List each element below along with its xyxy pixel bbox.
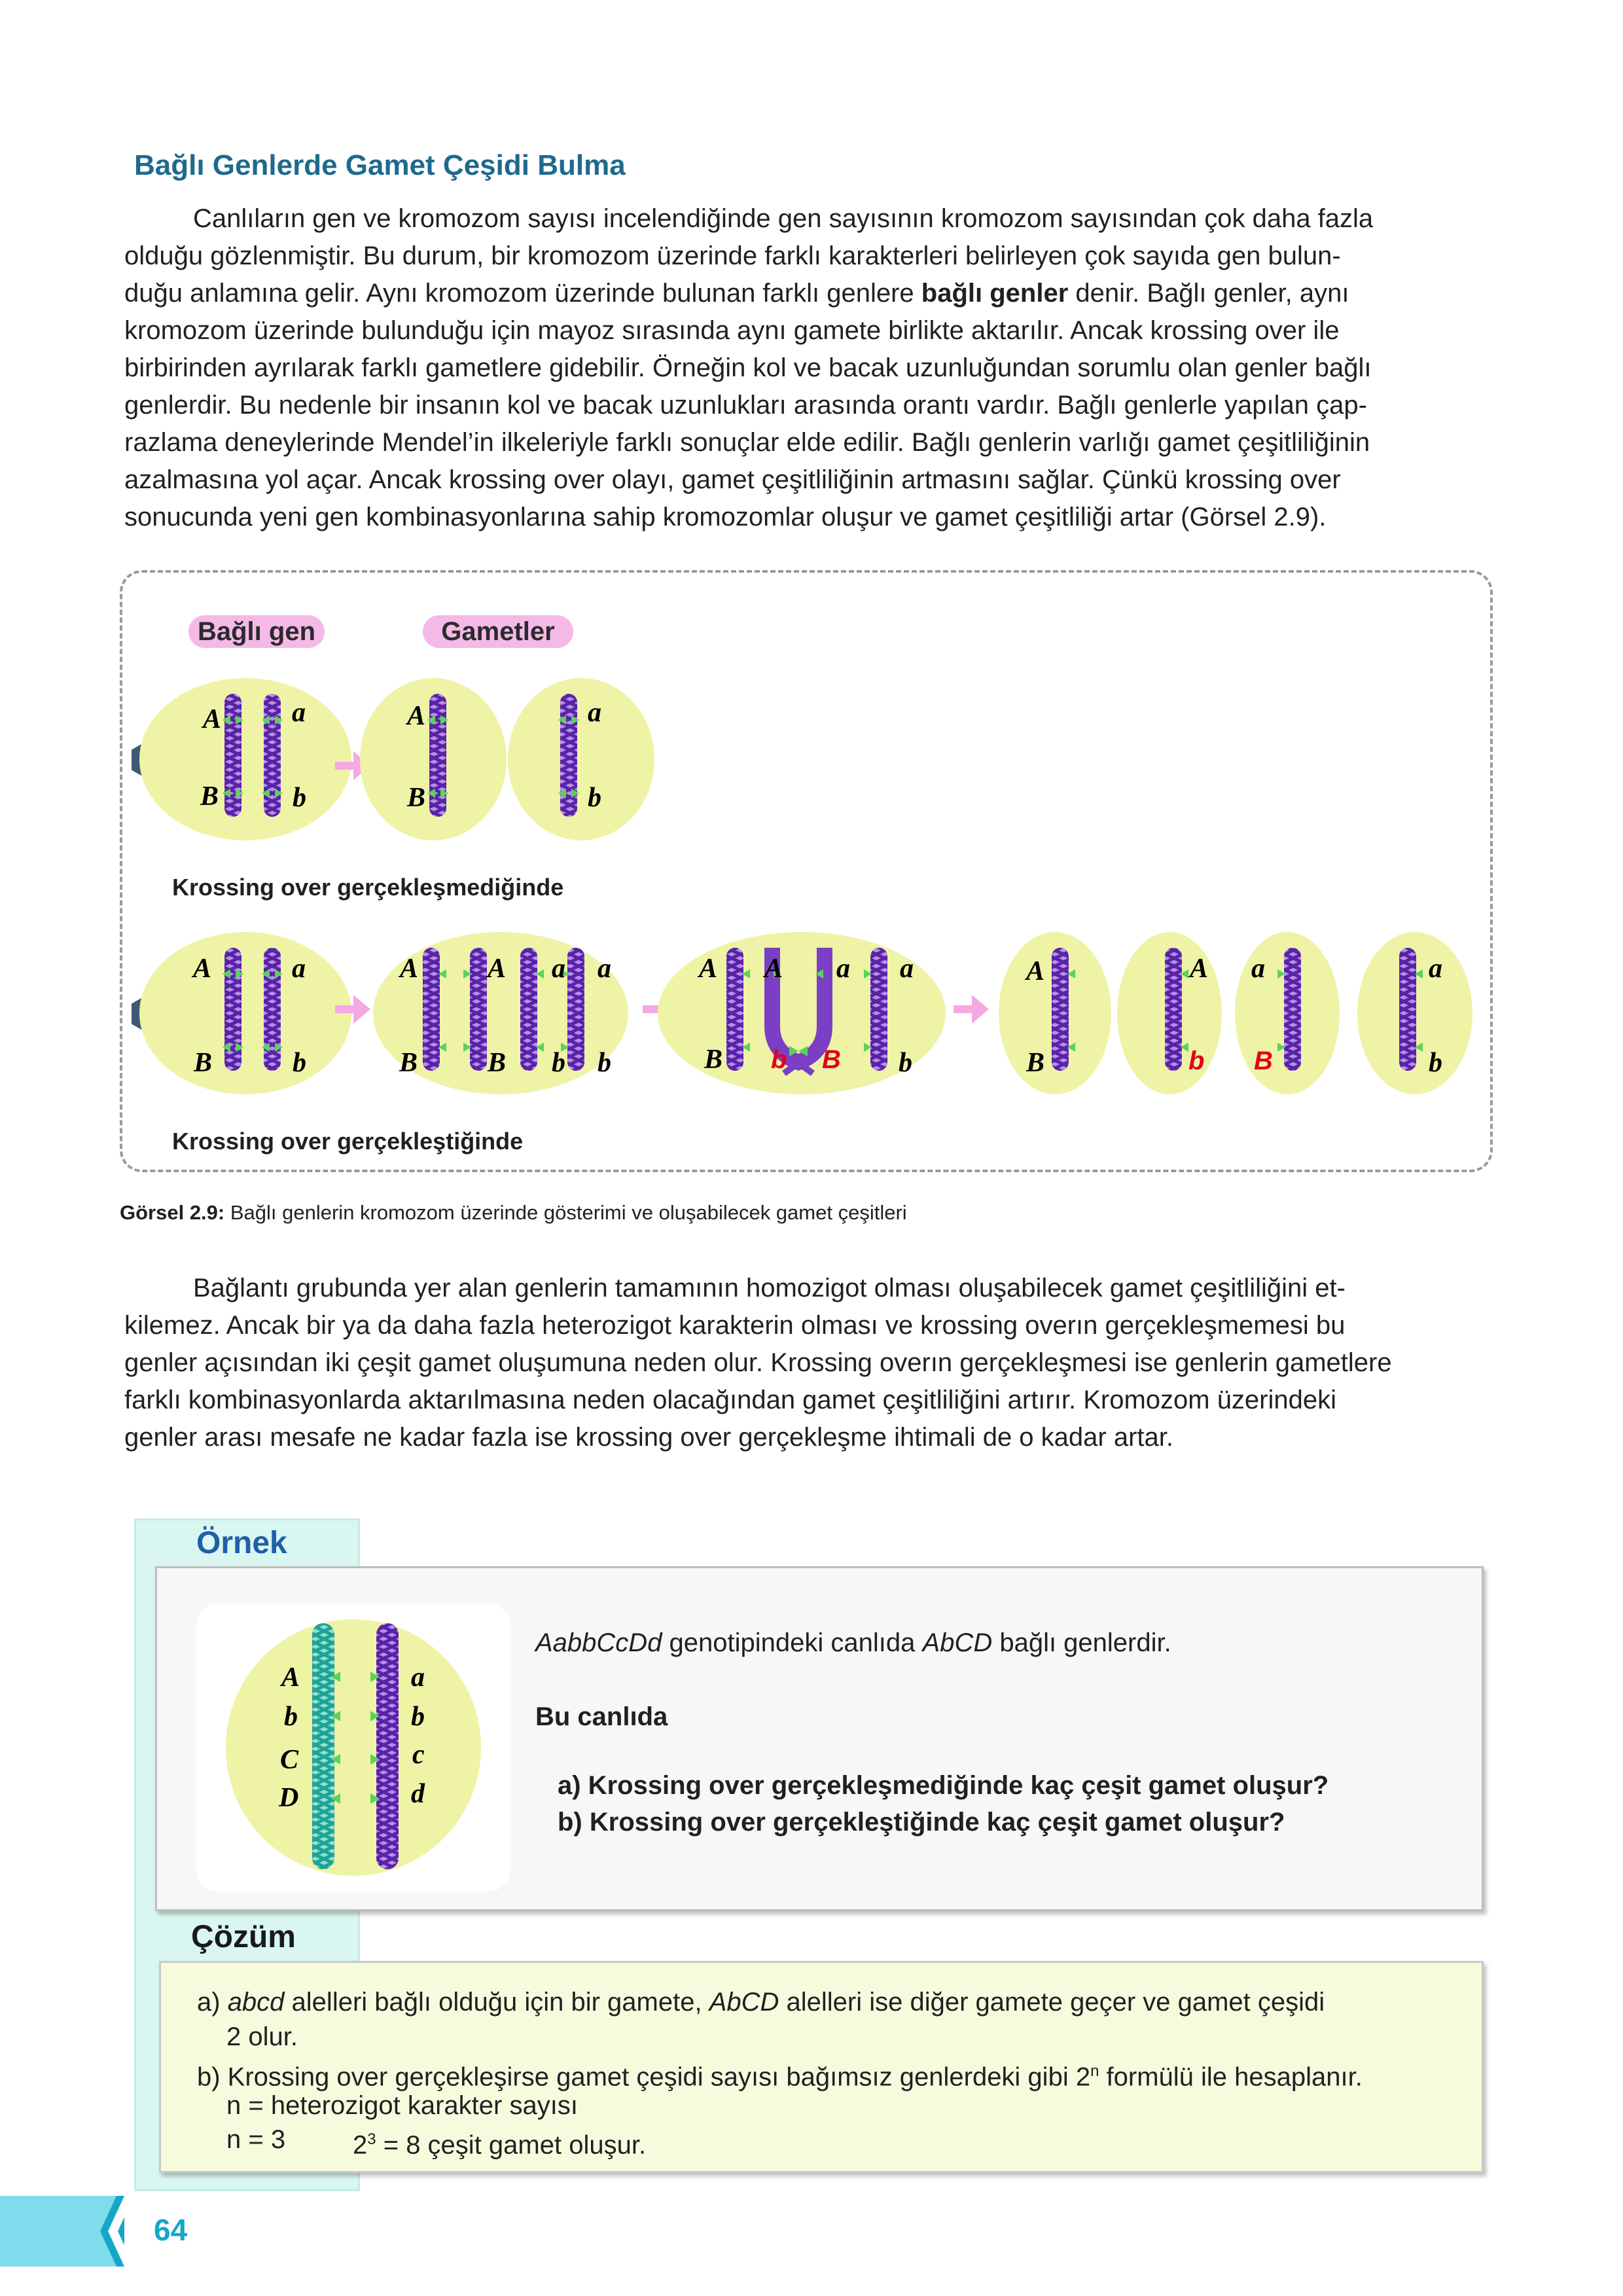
gene-label: d [411, 1779, 425, 1809]
gene-label: B [704, 1045, 723, 1075]
section-title: Bağlı Genlerde Gamet Çeşidi Bulma [134, 149, 626, 181]
gene-label: D [279, 1783, 299, 1813]
example-question-a: a) Krossing over gerçekleşmediğinde kaç çeşit gamet oluşur? [558, 1771, 1329, 1800]
gene-label: B [488, 1048, 507, 1078]
gene-label: b [293, 1048, 306, 1078]
cell-row2-parent [139, 932, 351, 1094]
gene-label: b [411, 1702, 425, 1732]
page-number: 64 [154, 2213, 188, 2247]
solution-box [159, 1961, 1484, 2173]
gene-label-recombinant: B [1254, 1047, 1273, 1075]
gene-label: a [1251, 954, 1265, 984]
example-question-b: b) Krossing over gerçekleştiğinde kaç çeşit gamet oluşur? [558, 1808, 1285, 1837]
label-linked-gene: Bağlı gen [188, 615, 325, 648]
gene-label: b [552, 1048, 565, 1078]
term-linked-genes: bağlı genler [921, 279, 1069, 308]
chromosome-row2-right [262, 948, 283, 1071]
gene-label: A [203, 704, 222, 734]
solution-b-line1: b) Krossing over gerçekleşirse gamet çeşidi sayısı bağımsız genlerdeki gibi 2$^n$ formülü ile hesaplanır. [197, 2062, 1363, 2092]
gene-label: c [412, 1740, 425, 1770]
gene-label: b [1429, 1048, 1442, 1078]
figure-caption: Görsel 2.9: Bağlı genlerin kromozom üzerinde gösterimi ve oluşabilecek gamet çeşitleri [120, 1201, 907, 1224]
chromatid [870, 948, 887, 1071]
example-statement: AabbCcDd genotipindeki canlıda AbCD bağlı genlerdir. [535, 1628, 1171, 1657]
solution-b-line2: n = heterozigot karakter sayısı [226, 2091, 578, 2120]
gene-label: b [899, 1048, 912, 1078]
gene-label: a [411, 1662, 425, 1693]
example-chromosome-figure [196, 1604, 510, 1892]
gene-label: a [900, 954, 914, 984]
chromatid [726, 948, 743, 1071]
arrow-row2-3 [954, 995, 989, 1024]
example-box [155, 1566, 1484, 1911]
gene-label: a [552, 954, 565, 984]
gene-label: B [407, 783, 426, 813]
page-tab [0, 2196, 124, 2267]
solution-a-line2: 2 olur. [226, 2022, 298, 2051]
gene-label: B [200, 781, 219, 812]
example-title: Örnek [196, 1526, 287, 1560]
chromosome-row2-left [223, 948, 243, 1071]
gene-label: A [407, 701, 426, 731]
solution-a-line1: a) abcd alelleri bağlı olduğu için bir gamete, AbCD alelleri ise diğer gamete geçer ve gamet çeşidi [197, 1988, 1325, 2017]
gene-label-recombinant: b [1188, 1047, 1205, 1075]
gene-label: a [588, 698, 601, 728]
chromosome-row1-left [223, 694, 243, 817]
gene-label: a [1429, 954, 1442, 984]
gene-label: A [193, 954, 212, 984]
example-prompt: Bu canlıda [535, 1702, 668, 1731]
gene-label: b [588, 783, 601, 813]
chromosome-purple [376, 1623, 399, 1869]
solution-b-line3a: n = 3 [226, 2125, 286, 2154]
gene-label: b [597, 1048, 611, 1078]
row1-caption: Krossing over gerçekleşmediğinde [172, 874, 564, 901]
gene-label: A [1190, 954, 1209, 984]
gene-label: A [400, 954, 419, 984]
chromosome-gamete [427, 694, 448, 817]
gene-label: A [1026, 956, 1045, 986]
chromosome-row1-right [262, 694, 283, 817]
solution-title: Çözüm [191, 1920, 296, 1954]
gene-label: B [399, 1048, 418, 1078]
gene-label: b [293, 783, 306, 813]
gene-label: a [292, 954, 306, 984]
gene-label: A [764, 954, 783, 984]
label-gametes: Gametler [423, 615, 573, 648]
row2-caption: Krossing over gerçekleştiğinde [172, 1128, 524, 1155]
gene-label: A [699, 954, 718, 984]
gene-label: C [280, 1745, 299, 1775]
chromosome-teal [312, 1623, 334, 1869]
chromosome-gamete [558, 694, 579, 817]
gene-label: A [488, 954, 507, 984]
cell-row1-parent [139, 678, 351, 840]
gene-label: B [194, 1048, 213, 1078]
gene-label-recombinant: B [822, 1045, 841, 1074]
gene-label: B [1026, 1048, 1045, 1078]
linkage-paragraph: Bağlantı grubunda yer alan genlerin tamamının homozigot olması oluşabilecek gamet çeşitliliğini et- kilemez. Ancak bir ya da daha fazla heterozigot karakterin olması ve krossing overın gerçekleşmemesi bu genler açısından iki çeşit gamet oluşumuna neden olur. Krossing overın gerçekleşmesi ise genlerin gametlere farklı kombinasyonlarda aktarılmasına neden olacağından gamet çeşitliliğini artırır. Kromozom üzerindeki genler arası mesafe ne kadar fazla ise krossing over gerçekleşme ihtimali de o kadar artar. [124, 1274, 1392, 1452]
gene-label: a [292, 698, 306, 728]
intro-paragraph: Canlıların gen ve kromozom sayısı incelendiğinde gen sayısının kromozom sayısından çok daha fazla olduğu gözlenmiştir. Bu durum, bir kromozom üzerinde farklı karakterleri belirleyen çok sayıda gen bulun- duğu anlamına gelir. Aynı kromozom üzerinde bulunan farklı genlere bağlı genler denir. Bağlı genler, aynı kromozom üzerinde bulunduğu için mayoz sırasında aynı gamete birlikte aktarılır. Ancak krossing over ile birbirinden ayrılarak farklı gametlere gidebilir. Örneğin kol ve bacak uzunluğundan sorumlu olan genler bağlı genlerdir. Bu nedenle bir insanın kol ve bacak uzunlukları arasında orantı vardır. Bağlı genlerle yapılan çap- razlama deneylerinde Mendel’in ilkeleriyle farklı sonuçlar elde edilir. Bağlı genlerin varlığı gamet çeşitliliğinin azalmasına yol açar. Ancak krossing over olayı, gamet çeşitliliğinin artmasını sağlar. Çünkü krossing over sonucunda yeni gen kombinasyonlarına sahip kromozomlar oluşur ve gamet çeşitliliği artar (Görsel 2.9). [124, 204, 1374, 531]
cell-row1-gamete-2 [508, 678, 654, 840]
gene-label: a [836, 954, 850, 984]
gene-label: a [597, 954, 611, 984]
gene-label: A [281, 1662, 300, 1693]
solution-b-line3b: $2^3 = 8$ çeşit gamet oluşur. [353, 2130, 647, 2160]
gene-label: b [284, 1702, 298, 1732]
gene-label-recombinant: b [771, 1045, 787, 1074]
